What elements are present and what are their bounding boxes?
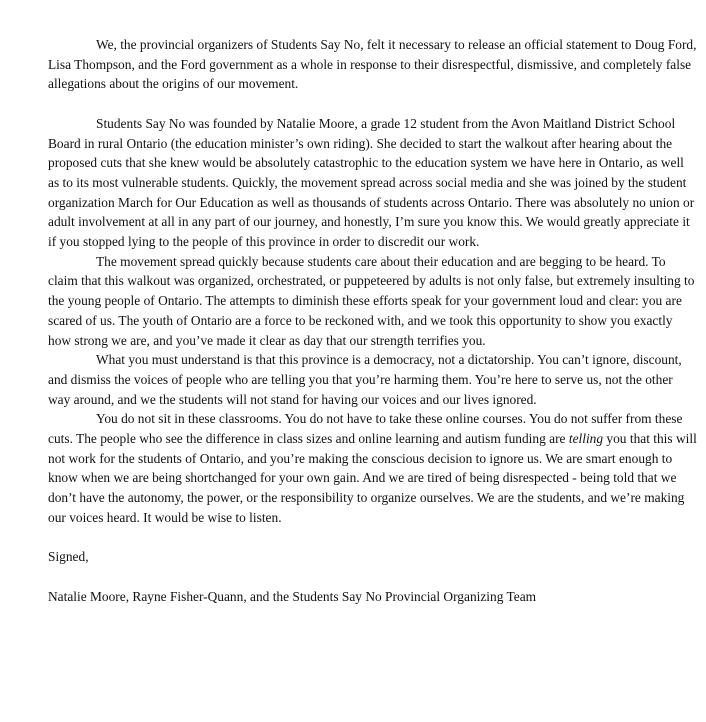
paragraph-democracy: What you must understand is that this province is a democracy, not a dictatorship. You can’t ignore, discount, and dismiss the voices of people who are telling you that you’re harming them. You’re here to serve us, not the other way around, and we the students will not stand for having our voices and our lives ignored. xyxy=(48,352,682,407)
classrooms-text-end: you that this will not work for the students of Ontario, and you’re making the conscious decision to ignore us. We are smart enough to know when we are being shortchanged for your own gain. And we are tired of being disrespected - being told that we don’t have the autonomy, the power, or the responsibility to organize ourselves. We are the students, and we’re making our voices heard. It would be wise to listen. xyxy=(48,431,697,525)
paragraph-founding: Students Say No was founded by Natalie Moore, a grade 12 student from the Avon Maitland District School Board in rural Ontario (the education minister’s own riding). She decided to start the walkout after hearing about the proposed cuts that she knew would be absolutely catastrophic to the education system we have here in Ontario, as well as to its most vulnerable students. Quickly, the movement spread across social media and she was joined by the student organization March for Our Education as well as thousands of students across Ontario. There was absolutely no union or adult involvement at all in any part of our journey, and honestly, I’m sure you know this. We would greatly appreciate it if you stopped lying to the people of this province in order to discredit our work. xyxy=(48,115,695,250)
signatories: Natalie Moore, Rayne Fisher-Quann, and the Students Say No Provincial Organizing Team xyxy=(48,588,537,604)
paragraph-classrooms xyxy=(48,409,698,527)
classrooms-text-start: You do not sit in these classrooms. You do not have to take these online courses. You do not suffer from these cuts. The people who see the difference in class sizes and online learning and autism funding are xyxy=(48,411,683,447)
signed-label: Signed, xyxy=(48,549,89,565)
classrooms-text-emphasis: telling xyxy=(568,431,604,447)
paragraph-intro: We, the provincial organizers of Students Say No, felt it necessary to release an official statement to Doug Ford, Lisa Thompson, and the Ford government as a whole in response to their disrespectful, dismissive, and completely false allegations about the origins of our movement. xyxy=(48,37,697,92)
paragraph-movement-spread: The movement spread quickly because students care about their education and are begging to be heard. To claim that this walkout was organized, orchestrated, or puppeteered by adults is not only false, but extremely insulting to the young people of Ontario. The attempts to diminish these efforts speak for your government loud and clear: you are scared of us. The youth of Ontario are a force to be reckoned with, and we took this opportunity to show you exactly how strong we are, and you’ve made it clear as day that our strength terrifies you. xyxy=(48,253,695,348)
